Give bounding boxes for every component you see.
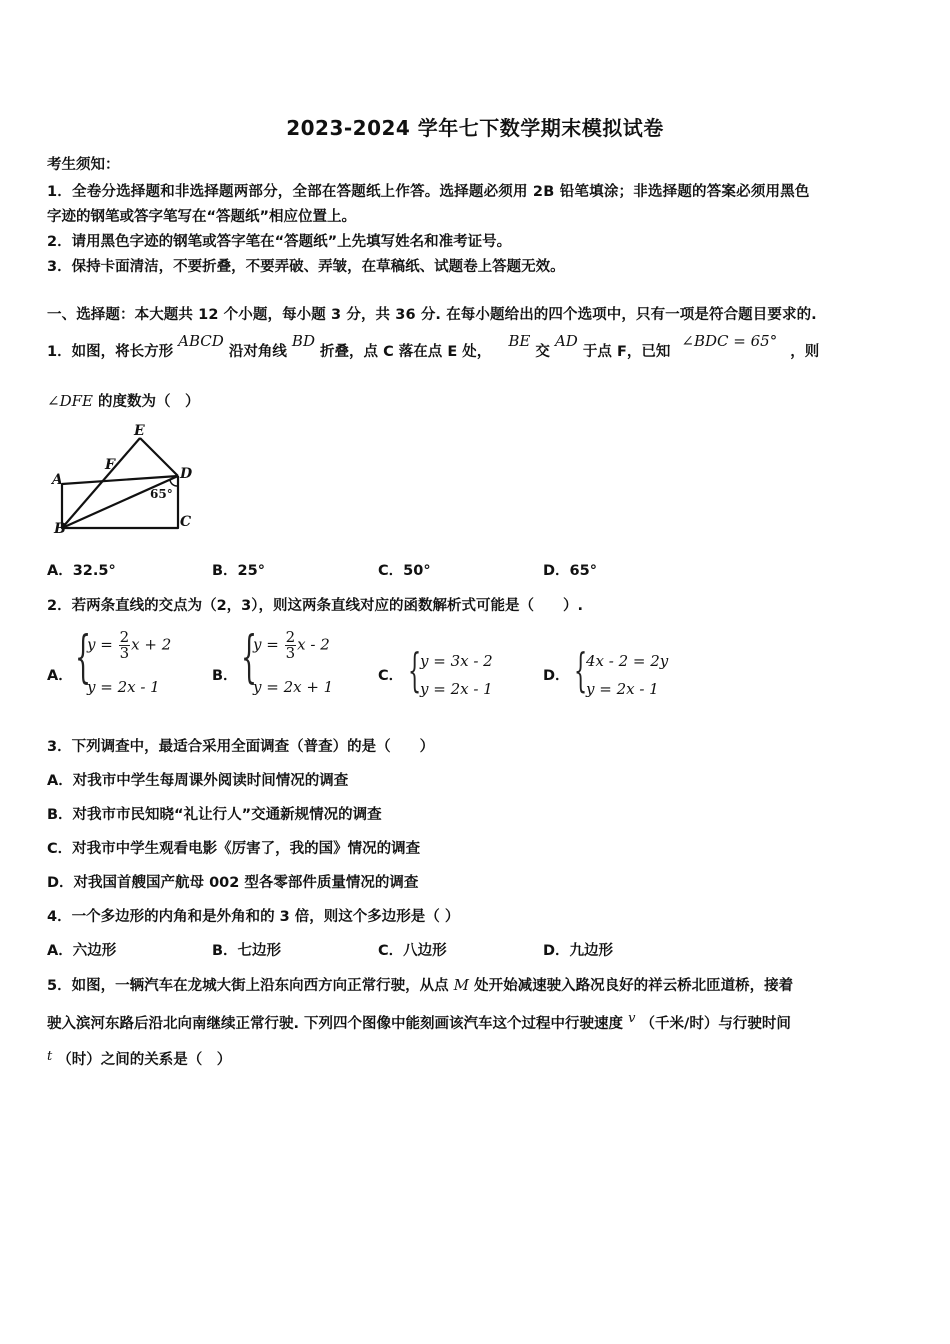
q2-option-b-label[interactable]: B． (212, 668, 238, 684)
notice-item-1: 1．全卷分选择题和非选择题两部分，全部在答题纸上作答。选择题必须用 2B 铅笔填涂；非选择题的答案必须用黑色 (47, 184, 810, 200)
q5-stem-line-3: t （时）之间的关系是（ ） (47, 1049, 232, 1068)
q1-stem-cont: ∠DFE 的度数为（ ） (47, 392, 200, 410)
label-a: A (52, 472, 63, 488)
q2-option-c-system[interactable]: { y = 3x - 2 y = 2x - 1 (408, 643, 493, 698)
label-b: B (54, 521, 66, 537)
label-e: E (134, 423, 145, 439)
q2-stem: 2．若两条直线的交点为（2，3），则这两条直线对应的函数解析式可能是（ ）. (47, 598, 584, 614)
q1-option-a[interactable]: A．32.5° (47, 563, 116, 579)
label-c: C (180, 514, 192, 530)
segment-ed (140, 438, 178, 476)
q2-option-d-system[interactable]: { 4x - 2 = 2y y = 2x - 1 (574, 643, 669, 698)
q1-math-angle-bdc: ∠BDC = 65° (681, 332, 778, 350)
q1-math-ad: AD (554, 332, 578, 350)
q3-option-c[interactable]: C．对我市中学生观看电影《厉害了，我的国》情况的调查 (47, 841, 421, 857)
brace-icon: { (241, 625, 258, 690)
notice-item-1-cont: 字迹的钢笔或答字笔写在“答题纸”相应位置上。 (47, 209, 357, 225)
q1-math-angle-dfe: ∠DFE (47, 392, 93, 410)
label-d: D (180, 466, 193, 482)
q1-math-abcd: ABCD (178, 332, 224, 350)
q2-option-c-label[interactable]: C． (378, 668, 404, 684)
q3-stem: 3．下列调查中，最适合采用全面调查（普查）的是（ ） (47, 739, 435, 755)
q4-stem: 4．一个多边形的内角和是外角和的 3 倍，则这个多边形是（ ） (47, 909, 460, 925)
q1-option-b[interactable]: B．25° (212, 563, 265, 579)
q3-option-b[interactable]: B．对我市市民知晓“礼让行人”交通新规情况的调查 (47, 807, 382, 823)
label-f: F (105, 457, 115, 473)
q2-option-a-label[interactable]: A． (47, 668, 73, 684)
angle-arc (170, 480, 177, 486)
q1-math-bd: BD (291, 332, 315, 350)
q4-option-c[interactable]: C．八边形 (378, 943, 447, 959)
q1-math-be: BE (508, 332, 531, 350)
q3-option-d[interactable]: D．对我国首艘国产航母 002 型各零部件质量情况的调查 (47, 875, 419, 891)
q5-math-m: M (453, 976, 470, 994)
q5-stem-line-2: 驶入滨河东路后沿北向南继续正常行驶. 下列四个图像中能刻画该汽车这个过程中行驶速度 v （千米/时）与行驶时间 (47, 1011, 791, 1032)
q5-math-v: v (628, 1011, 636, 1026)
brace-icon: { (408, 643, 422, 697)
q1-figure (50, 420, 200, 538)
q1-option-c[interactable]: C．50° (378, 563, 431, 579)
q5-stem-line-1: 5．如图，一辆汽车在龙城大街上沿东向西方向正常行驶，从点 M 处开始减速驶入路况良好的祥云桥北匝道桥，接着 (47, 976, 794, 994)
q2-option-a-system[interactable]: { y = $\frac{2}{3}$ x + 2 y = 2x - 1 (75, 625, 172, 696)
q2-option-d-label[interactable]: D． (543, 668, 570, 684)
q5-math-t: t (47, 1049, 53, 1064)
q1-stem: 1．如图，将长方形 ABCD 沿对角线 BD 折叠，点 C 落在点 E 处， BE 交 AD 于点 F，已知 ∠BDC = 65° ，则 (47, 332, 820, 360)
brace-icon: { (75, 625, 92, 690)
q2-option-b-system[interactable]: { y = $\frac{2}{3}$ x - 2 y = 2x + 1 (241, 625, 334, 696)
page-title: 2023-2024 学年七下数学期末模拟试卷 (286, 116, 664, 140)
q3-option-a[interactable]: A．对我市中学生每周课外阅读时间情况的调查 (47, 773, 349, 789)
q4-option-a[interactable]: A．六边形 (47, 943, 117, 959)
notice-item-2: 2．请用黑色字迹的钢笔或答字笔在“答题纸”上先填写姓名和准考证号。 (47, 234, 512, 250)
q4-option-d[interactable]: D．九边形 (543, 943, 614, 959)
label-angle-65: 65° (150, 487, 173, 501)
brace-icon: { (574, 643, 588, 697)
section-heading: 一、选择题：本大题共 12 个小题，每小题 3 分，共 36 分. 在每小题给出的四个选项中，只有一项是符合题目要求的. (47, 307, 817, 323)
notice-heading: 考生须知： (47, 157, 120, 173)
q1-option-d[interactable]: D．65° (543, 563, 597, 579)
notice-item-3: 3．保持卡面清洁，不要折叠，不要弄破、弄皱，在草稿纸、试题卷上答题无效。 (47, 259, 565, 275)
q4-option-b[interactable]: B．七边形 (212, 943, 282, 959)
